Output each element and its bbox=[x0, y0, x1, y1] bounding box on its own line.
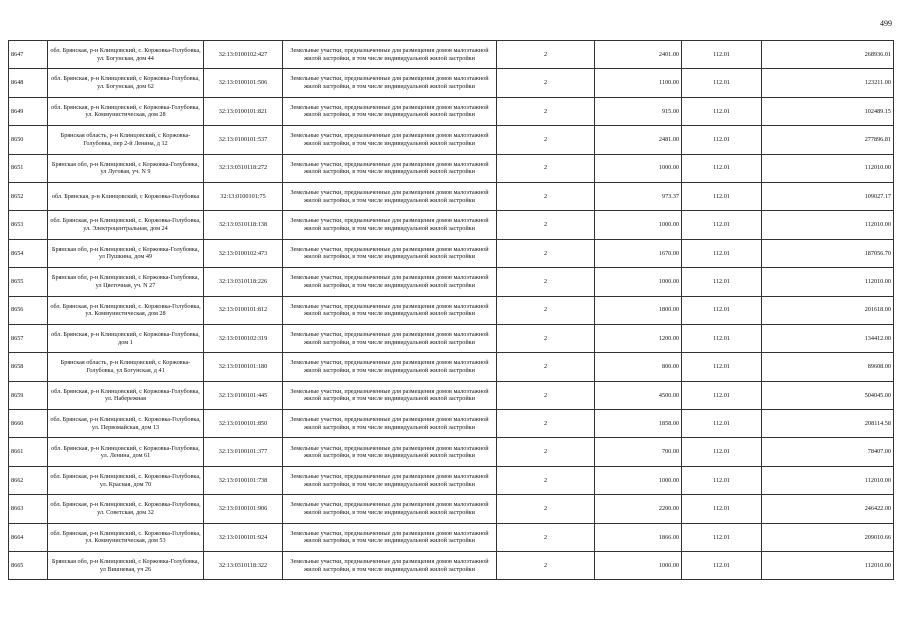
land-use-cell: Земельные участки, предназначенные для размещения домов малоэтажной жилой застройки, в том числе индивидуальной жилой застройки bbox=[283, 466, 497, 494]
group-cell: 2 bbox=[497, 438, 595, 466]
cadastral-value-cell: 134412.00 bbox=[762, 324, 894, 352]
row-number-cell: 8659 bbox=[9, 381, 48, 409]
land-use-cell: Земельные участки, предназначенные для размещения домов малоэтажной жилой застройки, в том числе индивидуальной жилой застройки bbox=[283, 126, 497, 154]
address-cell: обл. Брянская, р-н Клинцовский, с. Коржовка-Голубовка, ул. Красная, дом 70 bbox=[48, 466, 204, 494]
group-cell: 2 bbox=[497, 182, 595, 210]
address-cell: обл. Брянская, р-н Клинцовский, с. Коржовка-Голубовка, ул. Первомайская, дом 13 bbox=[48, 410, 204, 438]
row-number-cell: 8657 bbox=[9, 324, 48, 352]
group-cell: 2 bbox=[497, 410, 595, 438]
specific-value-cell: 112.01 bbox=[682, 324, 762, 352]
cadastral-value-cell: 123211.00 bbox=[762, 69, 894, 97]
row-number-cell: 8651 bbox=[9, 154, 48, 182]
address-cell: Брянская область, р-н Клинцовский, с Коржовка-Голубовка, ул Богунская, д 41 bbox=[48, 353, 204, 381]
land-use-cell: Земельные участки, предназначенные для размещения домов малоэтажной жилой застройки, в том числе индивидуальной жилой застройки bbox=[283, 523, 497, 551]
address-cell: Брянская обл, р-н Клинцовский, с Коржовка-Голубовка, ул Вишневая, уч 26 bbox=[48, 552, 204, 580]
cadastral-number-cell: 32:13:0100101:445 bbox=[204, 381, 283, 409]
area-cell: 1000.00 bbox=[595, 552, 682, 580]
specific-value-cell: 112.01 bbox=[682, 154, 762, 182]
cadastral-number-cell: 32:13:0310118:272 bbox=[204, 154, 283, 182]
address-cell: обл. Брянская, р-н Клинцовский, с Коржовка-Голубовка, ул. Богунская, дом 62 bbox=[48, 69, 204, 97]
cadastral-value-cell: 112010.00 bbox=[762, 154, 894, 182]
table-row bbox=[9, 211, 894, 239]
group-cell: 2 bbox=[497, 69, 595, 97]
row-number-cell: 8652 bbox=[9, 182, 48, 210]
group-cell: 2 bbox=[497, 268, 595, 296]
specific-value-cell: 112.01 bbox=[682, 438, 762, 466]
land-use-cell: Земельные участки, предназначенные для размещения домов малоэтажной жилой застройки, в том числе индивидуальной жилой застройки bbox=[283, 97, 497, 125]
address-cell: обл. Брянская, р-н Клинцовский, с Коржовка-Голубовка, дом 1 bbox=[48, 324, 204, 352]
specific-value-cell: 112.01 bbox=[682, 552, 762, 580]
table-row bbox=[9, 381, 894, 409]
land-use-cell: Земельные участки, предназначенные для размещения домов малоэтажной жилой застройки, в том числе индивидуальной жилой застройки bbox=[283, 211, 497, 239]
land-use-cell: Земельные участки, предназначенные для размещения домов малоэтажной жилой застройки, в том числе индивидуальной жилой застройки bbox=[283, 552, 497, 580]
cadastral-number-cell: 32:13:0100101:821 bbox=[204, 97, 283, 125]
specific-value-cell: 112.01 bbox=[682, 268, 762, 296]
row-number-cell: 8662 bbox=[9, 466, 48, 494]
cadastral-number-cell: 32:13:0310118:322 bbox=[204, 552, 283, 580]
row-number-cell: 8660 bbox=[9, 410, 48, 438]
area-cell: 1000.00 bbox=[595, 211, 682, 239]
group-cell: 2 bbox=[497, 495, 595, 523]
cadastral-value-cell: 89608.00 bbox=[762, 353, 894, 381]
specific-value-cell: 112.01 bbox=[682, 410, 762, 438]
area-cell: 2200.00 bbox=[595, 495, 682, 523]
area-cell: 1100.00 bbox=[595, 69, 682, 97]
row-number-cell: 8649 bbox=[9, 97, 48, 125]
address-cell: Брянская область, р-н Клинцовский, с Коржовка-Голубовка, пер 2-й Ленина, д 12 bbox=[48, 126, 204, 154]
table-row bbox=[9, 324, 894, 352]
specific-value-cell: 112.01 bbox=[682, 126, 762, 154]
area-cell: 1000.00 bbox=[595, 268, 682, 296]
row-number-cell: 8661 bbox=[9, 438, 48, 466]
cadastral-number-cell: 32:13:0100101:537 bbox=[204, 126, 283, 154]
specific-value-cell: 112.01 bbox=[682, 97, 762, 125]
table-row bbox=[9, 495, 894, 523]
cadastral-number-cell: 32:13:0100102:319 bbox=[204, 324, 283, 352]
specific-value-cell: 112.01 bbox=[682, 239, 762, 267]
group-cell: 2 bbox=[497, 154, 595, 182]
cadastral-value-cell: 504045.00 bbox=[762, 381, 894, 409]
area-cell: 1000.00 bbox=[595, 154, 682, 182]
table-row bbox=[9, 466, 894, 494]
cadastral-number-cell: 32:13:0100101:75 bbox=[204, 182, 283, 210]
cadastral-value-cell: 112010.00 bbox=[762, 211, 894, 239]
cadastral-number-cell: 32:13:0100101:850 bbox=[204, 410, 283, 438]
address-cell: обл. Брянская, р-н Клинцовский, с Коржовка-Голубовка bbox=[48, 182, 204, 210]
land-use-cell: Земельные участки, предназначенные для размещения домов малоэтажной жилой застройки, в том числе индивидуальной жилой застройки bbox=[283, 324, 497, 352]
land-use-cell: Земельные участки, предназначенные для размещения домов малоэтажной жилой застройки, в том числе индивидуальной жилой застройки bbox=[283, 41, 497, 69]
table-row bbox=[9, 296, 894, 324]
cadastral-number-cell: 32:13:0100101:738 bbox=[204, 466, 283, 494]
row-number-cell: 8656 bbox=[9, 296, 48, 324]
cadastral-number-cell: 32:13:0310118:226 bbox=[204, 268, 283, 296]
cadastral-number-cell: 32:13:0100101:377 bbox=[204, 438, 283, 466]
group-cell: 2 bbox=[497, 324, 595, 352]
area-cell: 2481.00 bbox=[595, 126, 682, 154]
land-use-cell: Земельные участки, предназначенные для размещения домов малоэтажной жилой застройки, в том числе индивидуальной жилой застройки bbox=[283, 438, 497, 466]
address-cell: Брянская обл, р-н Клинцовский, с Коржовка-Голубовка, ул Луговая, уч. N 9 bbox=[48, 154, 204, 182]
row-number-cell: 8655 bbox=[9, 268, 48, 296]
cadastral-value-cell: 277896.81 bbox=[762, 126, 894, 154]
group-cell: 2 bbox=[497, 296, 595, 324]
group-cell: 2 bbox=[497, 239, 595, 267]
group-cell: 2 bbox=[497, 353, 595, 381]
cadastral-number-cell: 32:13:0100101:812 bbox=[204, 296, 283, 324]
group-cell: 2 bbox=[497, 552, 595, 580]
area-cell: 1800.00 bbox=[595, 296, 682, 324]
land-use-cell: Земельные участки, предназначенные для размещения домов малоэтажной жилой застройки, в том числе индивидуальной жилой застройки bbox=[283, 495, 497, 523]
cadastral-number-cell: 32:13:0100101:180 bbox=[204, 353, 283, 381]
cadastral-value-cell: 78407.00 bbox=[762, 438, 894, 466]
cadastral-value-cell: 268936.01 bbox=[762, 41, 894, 69]
row-number-cell: 8654 bbox=[9, 239, 48, 267]
address-cell: Брянская обл, р-н Клинцовский, с Коржовка-Голубовка, ул Цветочная, уч. N 27 bbox=[48, 268, 204, 296]
group-cell: 2 bbox=[497, 211, 595, 239]
specific-value-cell: 112.01 bbox=[682, 381, 762, 409]
land-use-cell: Земельные участки, предназначенные для размещения домов малоэтажной жилой застройки, в том числе индивидуальной жилой застройки bbox=[283, 268, 497, 296]
cadastral-value-cell: 208114.58 bbox=[762, 410, 894, 438]
table-row bbox=[9, 41, 894, 69]
group-cell: 2 bbox=[497, 466, 595, 494]
area-cell: 800.00 bbox=[595, 353, 682, 381]
table-row bbox=[9, 438, 894, 466]
area-cell: 4500.00 bbox=[595, 381, 682, 409]
cadastral-value-cell: 246422.00 bbox=[762, 495, 894, 523]
land-use-cell: Земельные участки, предназначенные для размещения домов малоэтажной жилой застройки, в том числе индивидуальной жилой застройки bbox=[283, 353, 497, 381]
area-cell: 2401.00 bbox=[595, 41, 682, 69]
row-number-cell: 8647 bbox=[9, 41, 48, 69]
row-number-cell: 8650 bbox=[9, 126, 48, 154]
table-row bbox=[9, 154, 894, 182]
area-cell: 973.37 bbox=[595, 182, 682, 210]
cadastral-value-cell: 112010.00 bbox=[762, 268, 894, 296]
land-use-cell: Земельные участки, предназначенные для размещения домов малоэтажной жилой застройки, в том числе индивидуальной жилой застройки bbox=[283, 182, 497, 210]
cadastral-value-cell: 102489.15 bbox=[762, 97, 894, 125]
area-cell: 1670.00 bbox=[595, 239, 682, 267]
row-number-cell: 8664 bbox=[9, 523, 48, 551]
table-row bbox=[9, 410, 894, 438]
table-row bbox=[9, 523, 894, 551]
cadastral-value-cell: 209010.66 bbox=[762, 523, 894, 551]
land-use-cell: Земельные участки, предназначенные для размещения домов малоэтажной жилой застройки, в том числе индивидуальной жилой застройки bbox=[283, 410, 497, 438]
cadastral-number-cell: 32:13:0100102:427 bbox=[204, 41, 283, 69]
address-cell: обл. Брянская, р-н Клинцовский, с. Коржовка-Голубовка, ул. Коммунистическая, дом 53 bbox=[48, 523, 204, 551]
table-row bbox=[9, 239, 894, 267]
specific-value-cell: 112.01 bbox=[682, 69, 762, 97]
table-row bbox=[9, 182, 894, 210]
table-row bbox=[9, 552, 894, 580]
cadastral-number-cell: 32:13:0100101:506 bbox=[204, 69, 283, 97]
table-row bbox=[9, 97, 894, 125]
cadastral-value-cell: 187056.70 bbox=[762, 239, 894, 267]
table-row bbox=[9, 126, 894, 154]
address-cell: обл. Брянская, р-н Клинцовский, с. Коржовка-Голубовка, ул. Электроцентральная, дом 24 bbox=[48, 211, 204, 239]
specific-value-cell: 112.01 bbox=[682, 466, 762, 494]
address-cell: обл. Брянская, р-н Клинцовский, с. Коржовка-Голубовка, ул. Богунская, дом 44 bbox=[48, 41, 204, 69]
specific-value-cell: 112.01 bbox=[682, 296, 762, 324]
area-cell: 1866.00 bbox=[595, 523, 682, 551]
row-number-cell: 8648 bbox=[9, 69, 48, 97]
group-cell: 2 bbox=[497, 97, 595, 125]
address-cell: обл. Брянская, р-н Клинцовский, с. Коржовка-Голубовка, ул. Советская, дом 32 bbox=[48, 495, 204, 523]
cadastral-value-cell: 112010.00 bbox=[762, 466, 894, 494]
cadastral-value-cell: 201618.00 bbox=[762, 296, 894, 324]
table-row bbox=[9, 69, 894, 97]
address-cell: обл. Брянская, р-н Клинцовский, с Коржовка-Голубовка, ул. Набережная bbox=[48, 381, 204, 409]
address-cell: обл. Брянская, р-н Клинцовский, с Коржовка-Голубовка, ул. Коммунистическая, дом 28 bbox=[48, 97, 204, 125]
area-cell: 700.00 bbox=[595, 438, 682, 466]
specific-value-cell: 112.01 bbox=[682, 41, 762, 69]
table-row bbox=[9, 268, 894, 296]
cadastral-number-cell: 32:13:0100102:473 bbox=[204, 239, 283, 267]
specific-value-cell: 112.01 bbox=[682, 523, 762, 551]
land-use-cell: Земельные участки, предназначенные для размещения домов малоэтажной жилой застройки, в том числе индивидуальной жилой застройки bbox=[283, 69, 497, 97]
group-cell: 2 bbox=[497, 126, 595, 154]
table-row bbox=[9, 353, 894, 381]
address-cell: обл. Брянская, р-н Клинцовский, с. Коржовка-Голубовка, ул. Коммунистическая, дом 28 bbox=[48, 296, 204, 324]
land-use-cell: Земельные участки, предназначенные для размещения домов малоэтажной жилой застройки, в том числе индивидуальной жилой застройки bbox=[283, 239, 497, 267]
cadastral-value-cell: 109027.17 bbox=[762, 182, 894, 210]
group-cell: 2 bbox=[497, 41, 595, 69]
page-number: 499 bbox=[880, 19, 892, 28]
cadastral-value-cell: 112010.00 bbox=[762, 552, 894, 580]
cadastral-number-cell: 32:13:0100101:924 bbox=[204, 523, 283, 551]
area-cell: 1000.00 bbox=[595, 466, 682, 494]
area-cell: 1858.00 bbox=[595, 410, 682, 438]
cadastral-value-table bbox=[8, 40, 894, 580]
specific-value-cell: 112.01 bbox=[682, 182, 762, 210]
specific-value-cell: 112.01 bbox=[682, 495, 762, 523]
table-body bbox=[9, 41, 894, 580]
row-number-cell: 8665 bbox=[9, 552, 48, 580]
cadastral-number-cell: 32:13:0310118:138 bbox=[204, 211, 283, 239]
address-cell: обл. Брянская, р-н Клинцовский, с Коржовка-Голубовка, ул. Ленина, дом 61 bbox=[48, 438, 204, 466]
cadastral-number-cell: 32:13:0100101:906 bbox=[204, 495, 283, 523]
row-number-cell: 8653 bbox=[9, 211, 48, 239]
area-cell: 1200.00 bbox=[595, 324, 682, 352]
area-cell: 915.00 bbox=[595, 97, 682, 125]
land-use-cell: Земельные участки, предназначенные для размещения домов малоэтажной жилой застройки, в том числе индивидуальной жилой застройки bbox=[283, 296, 497, 324]
specific-value-cell: 112.01 bbox=[682, 353, 762, 381]
row-number-cell: 8658 bbox=[9, 353, 48, 381]
specific-value-cell: 112.01 bbox=[682, 211, 762, 239]
land-use-cell: Земельные участки, предназначенные для размещения домов малоэтажной жилой застройки, в том числе индивидуальной жилой застройки bbox=[283, 381, 497, 409]
land-use-cell: Земельные участки, предназначенные для размещения домов малоэтажной жилой застройки, в том числе индивидуальной жилой застройки bbox=[283, 154, 497, 182]
group-cell: 2 bbox=[497, 381, 595, 409]
row-number-cell: 8663 bbox=[9, 495, 48, 523]
address-cell: Брянская обл, р-н Клинцовский, с Коржовка-Голубовка, ул Пушкина, дом 49 bbox=[48, 239, 204, 267]
group-cell: 2 bbox=[497, 523, 595, 551]
